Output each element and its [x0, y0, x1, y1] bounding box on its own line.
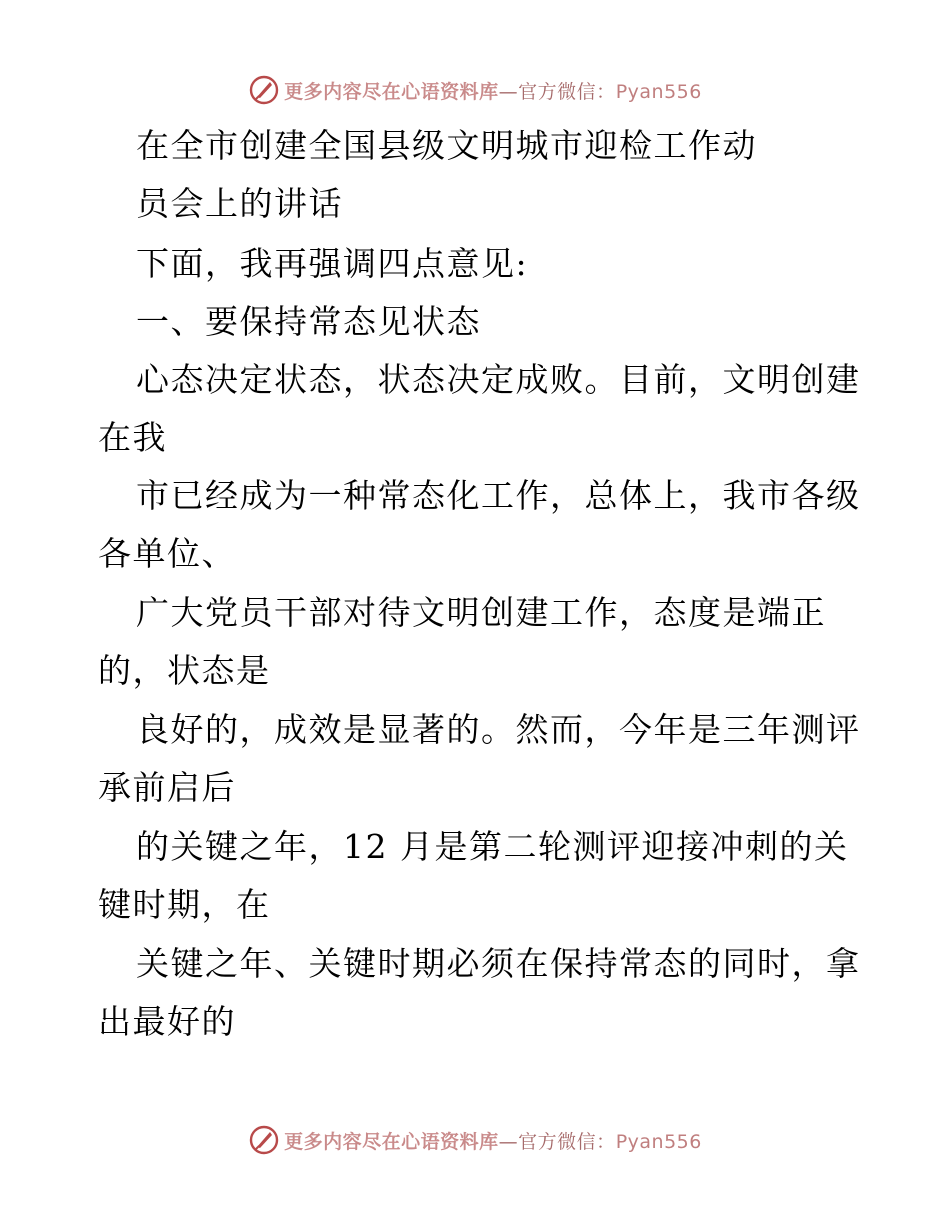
banner-wechat-label: —官方微信： [498, 1130, 616, 1153]
paragraph-line-wrap: 出最好的 [98, 1002, 236, 1041]
banner-text [284, 1127, 702, 1154]
paragraph-line: 良好的，成效是显著的。然而，今年是三年测评 [136, 710, 861, 749]
banner-site-name: 更多内容尽在心语资料库 [284, 80, 499, 103]
banner-site-name: 更多内容尽在心语资料库 [284, 1130, 499, 1153]
banner-wechat-id: Pyan556 [615, 80, 702, 103]
paragraph-line: 下面，我再强调四点意见: [136, 244, 529, 283]
paragraph-line-wrap: 键时期，在 [98, 885, 271, 924]
paragraph-line: 心态决定状态，状态决定成败。目前，文明创建 [136, 360, 861, 399]
banner-wechat-label: —官方微信： [498, 80, 616, 103]
paragraph-line-wrap: 承前启后 [98, 768, 236, 807]
paragraph-line-wrap: 各单位、 [98, 534, 236, 573]
paragraph-line: 广大党员干部对待文明创建工作，态度是端正 [136, 593, 826, 632]
header-banner [0, 70, 950, 110]
quill-pen-logo-icon [248, 74, 280, 106]
footer-banner [0, 1120, 950, 1160]
banner-wechat-id: Pyan556 [615, 1130, 702, 1153]
paragraph-line-wrap: 的，状态是 [98, 651, 271, 690]
section-heading: 一、要保持常态见状态 [136, 302, 481, 341]
banner-text [284, 77, 702, 104]
document-title-line-1: 在全市创建全国县级文明城市迎检工作动 [136, 126, 757, 165]
paragraph-line: 的关键之年，12 月是第二轮测评迎接冲刺的关 [136, 827, 849, 866]
quill-pen-logo-icon [248, 1124, 280, 1156]
paragraph-line: 关键之年、关键时期必须在保持常态的同时，拿 [136, 944, 861, 983]
paragraph-line: 市已经成为一种常态化工作，总体上，我市各级 [136, 476, 861, 515]
document-title-line-2: 员会上的讲话 [136, 184, 343, 223]
paragraph-line-wrap: 在我 [98, 418, 167, 457]
